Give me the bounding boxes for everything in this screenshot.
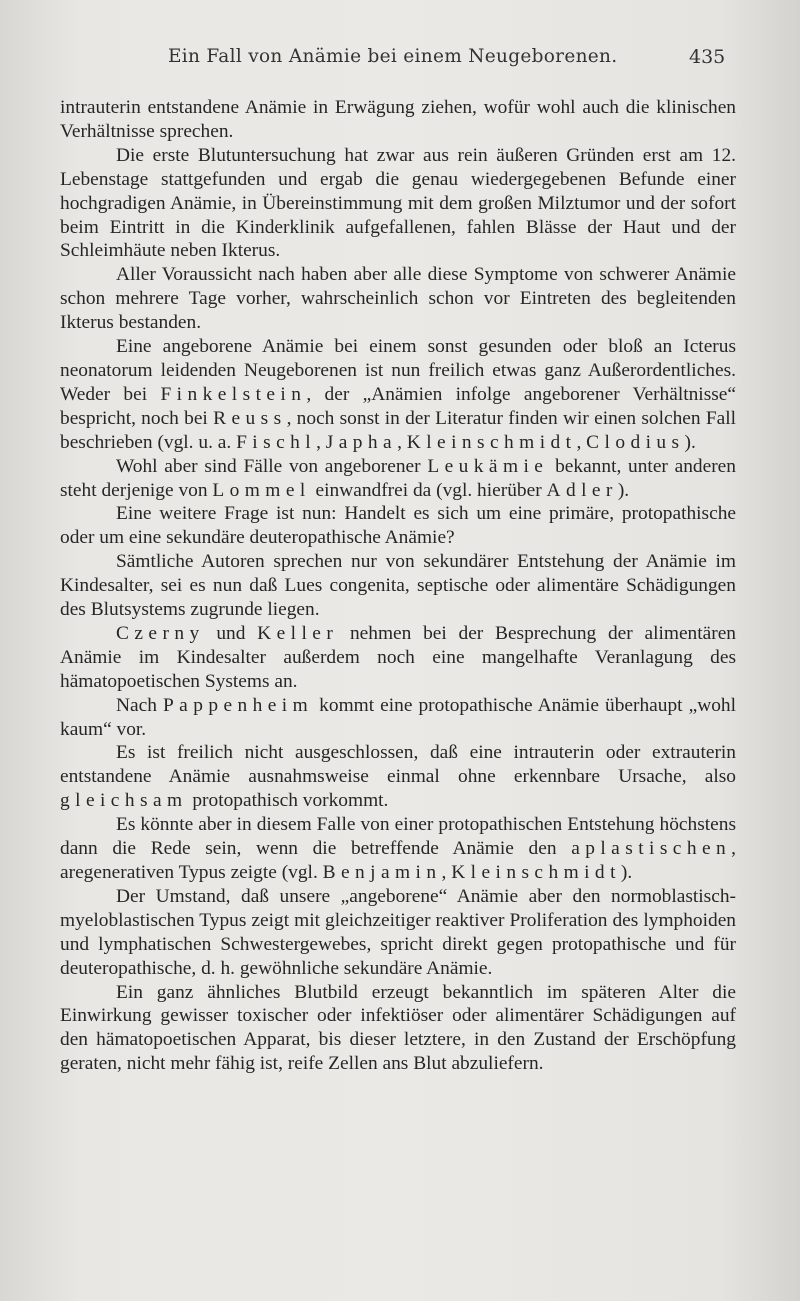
text-run: Wohl aber sind Fälle von angeborener	[116, 455, 428, 477]
running-title: Ein Fall von Anämie bei einem Neugeborenen.	[168, 46, 618, 67]
text-run: bekannt, unter anderen steht derjenige von	[60, 455, 736, 501]
paragraph	[60, 981, 736, 1077]
paragraph	[60, 813, 736, 885]
text-run: Sämtliche Autoren sprechen nur von sekundärer Entstehung der Anämie im Kindesalter, sei es nun daß Lues congenita, septische oder alimentäre Schädigungen des Blutsystems zugrunde liegen.	[60, 551, 736, 621]
spaced-name: Czerny	[116, 622, 205, 644]
text-run: , noch sonst in der Literatur finden wir einen solchen Fall beschrieben (vgl. u. a.	[60, 407, 736, 453]
text-run: ,	[576, 431, 587, 453]
paragraph	[60, 550, 736, 622]
text-run: Ein ganz ähnliches Blutbild erzeugt bekanntlich im späteren Alter die Einwirkung gewisser toxischer oder infektiöser oder alimentärer Schädigungen auf den hämatopoetischen Apparat, bis dieser letztere, in den Zustand der Erschöpfung geraten, nicht mehr fähig ist, reife Zellen ans Blut abzuliefern.	[60, 981, 736, 1075]
text-run: Die erste Blutuntersuchung hat zwar aus rein äußeren Gründen erst am 12. Lebenstage stattgefunden und ergab die genau wiedergegebenen Befunde einer hochgradigen Anämie, in Übereinstimmung mit dem großen Milztumor und der sofort beim Eintritt in die Kinderklinik aufgefallenen, fahlen Blässe der Haut und der Schleimhäute neben Ikterus.	[60, 144, 736, 262]
text-run: intrauterin entstandene Anämie in Erwägung ziehen, wofür wohl auch die klinischen Verhältnisse sprechen.	[60, 97, 736, 142]
text-run: , der „Anämien infolge angeborener Verhältnisse“ bespricht, noch bei	[60, 383, 736, 429]
text-run: nehmen bei der Besprechung der alimentären Anämie im Kindesalter außerdem noch eine mangelhafte Veranlagung des hämatopoetischen Systems an.	[60, 622, 737, 692]
spaced-name: Clodius	[586, 431, 685, 453]
text-run: ).	[684, 431, 696, 453]
spaced-name: Keller	[257, 622, 339, 644]
paragraph	[60, 263, 736, 335]
spaced-name: Finkelstein	[160, 383, 307, 405]
text-run: Eine angeborene Anämie bei einem sonst gesunden oder bloß an Icterus neonatorum leidenden Neugeborenen ist nun freilich etwas ganz Außerordentliches. Weder bei	[60, 336, 736, 405]
page-number: 435	[689, 46, 726, 68]
text-run: ,	[441, 862, 452, 883]
text-run: ,	[316, 431, 326, 453]
paragraph	[60, 885, 736, 981]
paragraph	[60, 694, 736, 742]
text-run: und	[204, 622, 258, 644]
spaced-name: Adler	[546, 479, 618, 501]
paragraph	[60, 502, 736, 550]
spaced-name: Kleinschmidt	[451, 862, 621, 883]
spaced-name: Kleinschmidt	[406, 431, 577, 453]
paragraph	[60, 622, 736, 694]
body-text	[60, 96, 736, 1076]
text-run: Nach	[116, 694, 163, 716]
spaced-name: aplastischen	[571, 838, 732, 860]
spaced-name: Benjamin	[322, 862, 442, 883]
text-run: ).	[617, 479, 630, 501]
text-run: , aregenerativen Typus zeigte (vgl.	[60, 838, 736, 883]
running-header	[0, 46, 800, 76]
text-run: ,	[397, 431, 407, 453]
text-run: Es ist freilich nicht ausgeschlossen, daß eine intrauterin oder extrauterin entstandene Anämie ausnahmsweise einmal ohne erkennbare Ursache, also	[60, 742, 736, 788]
paragraph	[60, 335, 736, 455]
text-run: protopathisch vorkommt.	[187, 790, 389, 812]
paragraph	[60, 96, 736, 144]
spaced-name: Fischl	[236, 431, 317, 453]
spaced-name: Leukämie	[427, 455, 549, 477]
paragraph	[60, 741, 736, 813]
text-run: Es könnte aber in diesem Falle von einer protopathischen Entstehung höchstens dann die Rede sein, wenn die betreffende Anämie den	[60, 814, 736, 860]
paragraph	[60, 144, 736, 264]
spaced-name: Pappenheim	[162, 694, 314, 716]
text-run: Aller Voraussicht nach haben aber alle diese Symptome von schwerer Anämie schon mehrere Tage vorher, wahrscheinlich schon vor Eintreten des begleitenden Ikterus bestanden.	[60, 264, 736, 334]
spaced-name: Japha	[325, 431, 398, 453]
spaced-name: gleichsam	[60, 790, 188, 812]
spaced-name: Lommel	[212, 479, 311, 501]
paragraph	[60, 455, 736, 503]
text-run: ).	[620, 862, 633, 883]
text-run: einwandfrei da (vgl. hierüber	[310, 479, 547, 501]
text-run: Eine weitere Frage ist nun: Handelt es sich um eine primäre, protopathische oder um eine sekundäre deuteropathische Anämie?	[60, 503, 736, 549]
spaced-name: Reuss	[213, 407, 287, 429]
text-run: kommt eine protopathische Anämie überhaupt „wohl kaum“ vor.	[60, 694, 736, 740]
text-run: Der Umstand, daß unsere „angeborene“ Anämie aber den normoblastisch-myeloblastischen Typus zeigt mit gleichzeitiger reaktiver Proliferation des lymphoiden und lymphatischen Schwestergewebes, spricht direkt gegen protopathische und für deuteropathische, d. h. gewöhnliche sekundäre Anämie.	[60, 885, 736, 979]
